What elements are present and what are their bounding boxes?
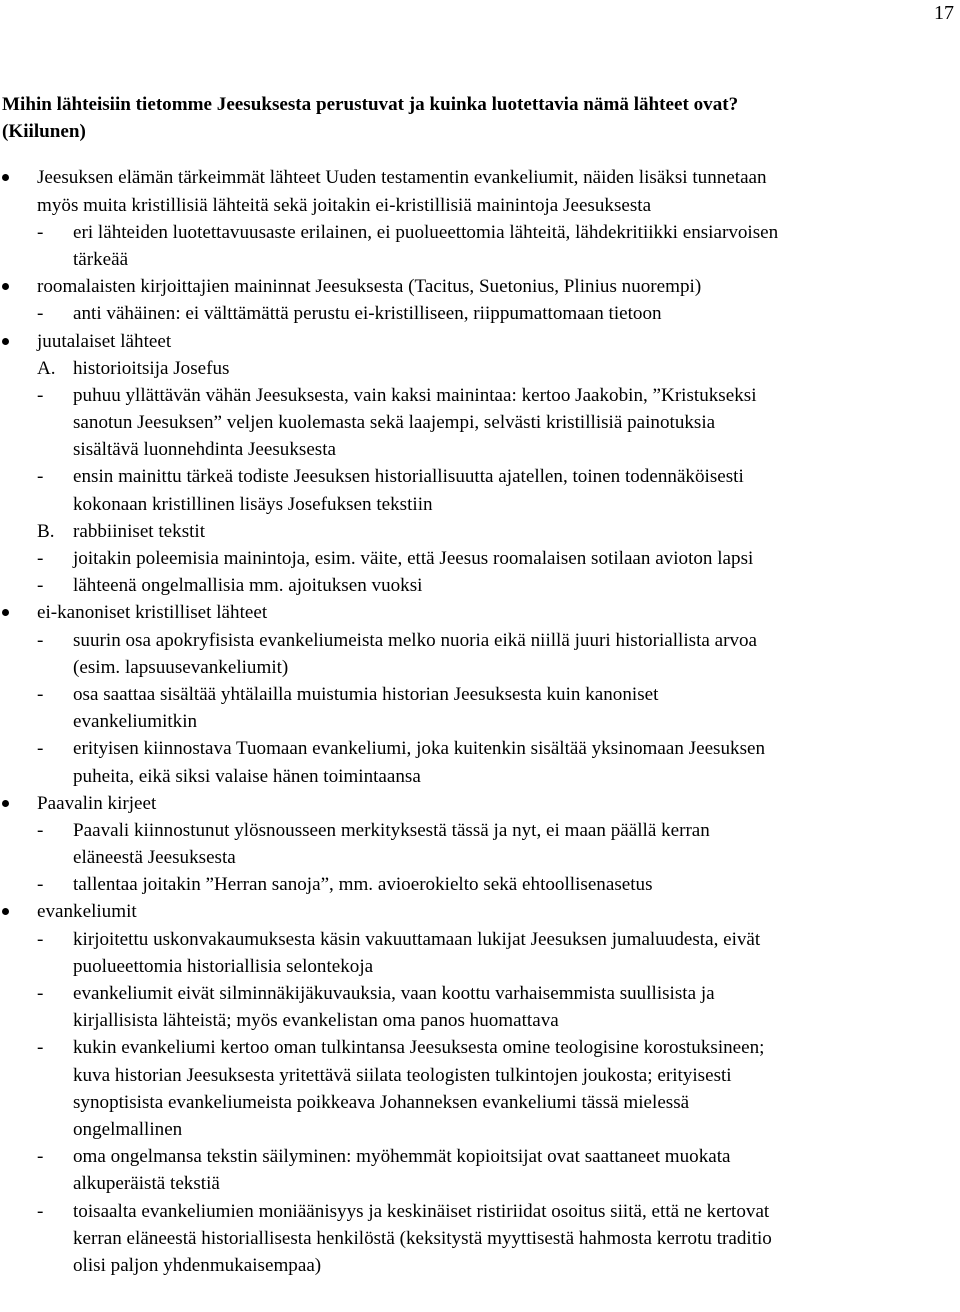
- dash-item-text: eri lähteiden luotettavuusaste erilainen, ei puolueettomia lähteitä, lähdekritiikki ensiarvoisen: [73, 221, 779, 243]
- text-line: [0, 790, 960, 817]
- text-line: [0, 1225, 960, 1252]
- continuation-text: ongelmallinen: [73, 1118, 183, 1140]
- dash-marker: -: [37, 548, 44, 569]
- text-line: [0, 708, 960, 735]
- dash-marker: -: [37, 575, 44, 597]
- continuation-text: tärkeää: [73, 248, 129, 270]
- continuation-text: kirjallisista lähteistä; myös evankelistan oma panos huomattava: [73, 1010, 559, 1032]
- list-letter: A.: [37, 357, 56, 379]
- text-line: [0, 599, 960, 626]
- lettered-item-text: historioitsija Josefus: [73, 357, 230, 379]
- text-line: [0, 164, 960, 191]
- document-title: (Kiilunen): [2, 121, 86, 143]
- dash-item-text: lähteenä ongelmallisia mm. ajoituksen vuoksi: [73, 575, 423, 597]
- text-line: [0, 300, 960, 327]
- dash-marker: -: [37, 1200, 44, 1222]
- dash-item-text: osa saattaa sisältää yhtälailla muistumia historian Jeesuksesta kuin kanoniset: [73, 683, 659, 705]
- text-line: [0, 980, 960, 1007]
- text-line: [0, 1062, 960, 1089]
- text-line: [0, 246, 960, 273]
- text-line: [0, 627, 960, 654]
- dash-item-text: kirjoitettu uskonvakaumuksesta käsin vakuuttamaan lukijat Jeesuksen jumaluudesta, eivät: [73, 928, 761, 950]
- continuation-text: sisältävä luonnehdinta Jeesuksesta: [73, 439, 337, 461]
- document-body: [0, 91, 960, 1279]
- dash-marker: -: [37, 874, 44, 896]
- dash-item-text: suurin osa apokryfisista evankeliumeista melko nuoria eikä niillä juuri historiallista arvoa: [73, 629, 758, 651]
- text-line: [0, 654, 960, 681]
- spacer: [0, 145, 960, 164]
- document-title: Mihin lähteisiin tietomme Jeesuksesta perustuvat ja kuinka luotettavia nämä lähteet ovat?: [2, 94, 739, 115]
- continuation-text: synoptisista evankeliumeista poikkeava Johanneksen evankeliumi tässä mielessä: [73, 1091, 690, 1113]
- continuation-text: eläneestä Jeesuksesta: [73, 847, 236, 869]
- text-line: [0, 871, 960, 898]
- continuation-text: myös muita kristillisiä lähteitä sekä joitakin ei-kristillisiä mainintoja Jeesuksesta: [37, 194, 652, 216]
- text-line: [0, 1116, 960, 1143]
- text-line: [0, 328, 960, 355]
- continuation-text: (esim. lapsuusevankeliumit): [73, 656, 289, 678]
- continuation-text: sanotun Jeesuksen” veljen kuolemasta sekä laajempi, selvästi kristillisiä painotuksia: [73, 412, 716, 434]
- text-line: [0, 1034, 960, 1061]
- bullet-item-text: evankeliumit: [37, 901, 137, 923]
- bullet-item-text: Paavalin kirjeet: [37, 792, 157, 814]
- dash-marker: -: [37, 629, 44, 651]
- dash-marker: -: [37, 683, 44, 705]
- continuation-text: alkuperäistä tekstiä: [73, 1173, 220, 1195]
- text-line: [0, 1198, 960, 1225]
- text-line: [0, 463, 960, 490]
- text-line: [0, 1089, 960, 1116]
- bullet-item-text: juutalaiset lähteet: [37, 330, 172, 352]
- text-line: [0, 763, 960, 790]
- lettered-item-text: rabbiiniset tekstit: [73, 520, 206, 542]
- text-line: [0, 898, 960, 925]
- dash-item-text: Paavali kiinnostunut ylösnousseen merkityksestä tässä ja nyt, ei maan päällä kerran: [73, 819, 710, 841]
- text-line: [0, 817, 960, 844]
- dash-marker: -: [37, 738, 44, 760]
- dash-marker: -: [37, 1037, 44, 1059]
- text-line: [0, 572, 960, 599]
- bullet-item-text: roomalaisten kirjoittajien maininnat Jeesuksesta (Tacitus, Suetonius, Plinius nuorempi): [37, 276, 702, 298]
- dash-item-text: anti vähäinen: ei välttämättä perustu ei-kristilliseen, riippumattomaan tietoon: [73, 303, 662, 325]
- text-line: [0, 545, 960, 572]
- text-line: [0, 1170, 960, 1197]
- text-line: [0, 681, 960, 708]
- continuation-text: olisi paljon yhdenmukaisempaa): [73, 1254, 322, 1276]
- continuation-text: kerran eläneestä historiallisesta henkilöstä (keksitystä myyttisestä hahmosta kerrotu traditio: [73, 1227, 772, 1249]
- dash-item-text: oma ongelmansa tekstin säilyminen: myöhemmät kopioitsijat ovat saattaneet muokata: [73, 1146, 731, 1168]
- continuation-text: kokonaan kristillinen lisäys Josefuksen tekstiin: [73, 493, 433, 515]
- text-line: [0, 355, 960, 382]
- continuation-text: puolueettomia historiallisia selontekoja: [73, 955, 374, 977]
- dash-item-text: toisaalta evankeliumien moniäänisyys ja keskinäiset ristiriidat osoitus siitä, että ne kertovat: [73, 1200, 770, 1222]
- dash-item-text: evankeliumit eivät silminnäkijäkuvauksia, vaan koottu varhaisemmista suullisista ja: [73, 983, 715, 1004]
- text-line: [0, 192, 960, 219]
- list-letter: B.: [37, 520, 55, 542]
- bullet-item-text: Jeesuksen elämän tärkeimmät lähteet Uuden testamentin evankeliumit, näiden lisäksi tunnetaan: [37, 167, 767, 189]
- continuation-text: kuva historian Jeesuksesta yritettävä siilata teologisten tulkintojen joukosta; erityisesti: [73, 1064, 732, 1086]
- dash-item-text: kukin evankeliumi kertoo oman tulkintansa Jeesuksesta omine teologisine korostuksineen;: [73, 1037, 765, 1059]
- dash-marker: -: [37, 466, 44, 488]
- text-line: [0, 382, 960, 409]
- dash-marker: -: [37, 221, 44, 243]
- text-line: [0, 735, 960, 762]
- continuation-text: evankeliumitkin: [73, 711, 198, 733]
- dash-item-text: puhuu yllättävän vähän Jeesuksesta, vain kaksi mainintaa: kertoo Jaakobin, ”Kristukseksi: [73, 384, 757, 406]
- text-line: [0, 436, 960, 463]
- dash-marker: -: [37, 384, 44, 406]
- dash-marker: -: [37, 1146, 44, 1168]
- bullet-item-text: ei-kanoniset kristilliset lähteet: [37, 602, 268, 624]
- text-line: [0, 1143, 960, 1170]
- text-line: [0, 926, 960, 953]
- text-line: [0, 1252, 960, 1279]
- text-line: [0, 491, 960, 518]
- dash-marker: -: [37, 303, 44, 325]
- text-line: [0, 953, 960, 980]
- dash-item-text: ensin mainittu tärkeä todiste Jeesuksen historiallisuutta ajatellen, toinen todennäköisesti: [73, 466, 744, 488]
- dash-marker: -: [37, 928, 44, 950]
- text-line: [0, 1007, 960, 1034]
- dash-item-text: tallentaa joitakin ”Herran sanoja”, mm. avioerokielto sekä ehtoollisenasetus: [73, 874, 653, 896]
- page-number: 17: [934, 2, 954, 24]
- continuation-text: puheita, eikä siksi valaise hänen toimintaansa: [73, 765, 421, 787]
- dash-item-text: joitakin poleemisia mainintoja, esim. väite, että Jeesus roomalaisen sotilaan avioton lapsi: [73, 548, 754, 569]
- dash-marker: -: [37, 819, 44, 841]
- text-line: [0, 219, 960, 246]
- dash-marker: -: [37, 983, 44, 1004]
- dash-item-text: erityisen kiinnostava Tuomaan evankeliumi, joka kuitenkin sisältää yksinomaan Jeesuksen: [73, 738, 766, 760]
- text-line: [0, 273, 960, 300]
- text-line: [0, 409, 960, 436]
- text-line: [0, 518, 960, 545]
- text-line: [0, 844, 960, 871]
